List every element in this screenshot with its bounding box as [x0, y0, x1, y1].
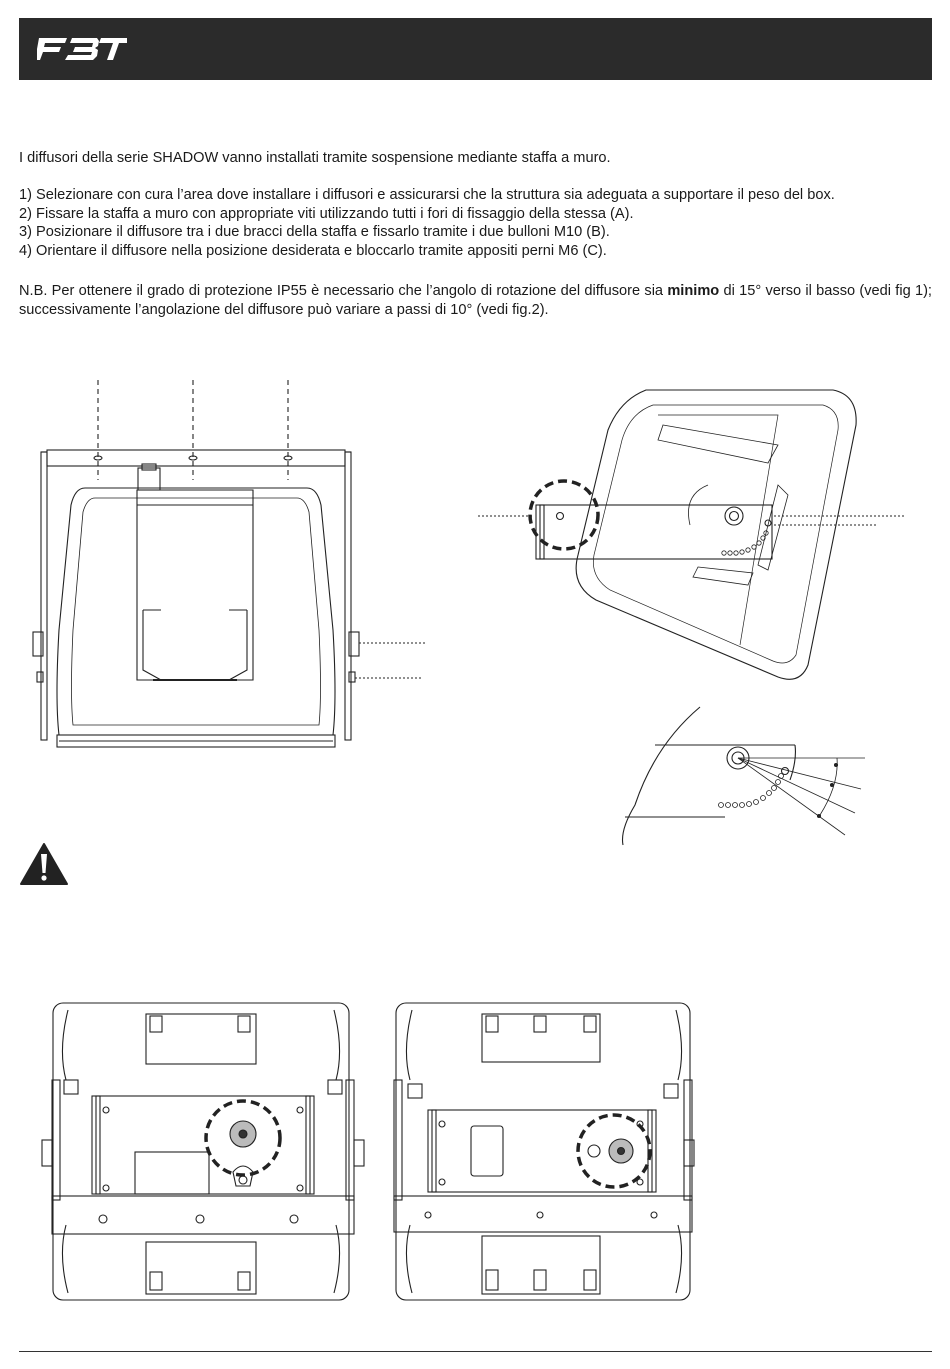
- footer-rule: [19, 1351, 932, 1352]
- angle-detail-drawing: [615, 705, 875, 850]
- protection-note: [19, 282, 932, 319]
- warning-triangle-icon: [19, 842, 69, 886]
- side-view-drawing: [478, 385, 908, 685]
- note-text-end: di 15° verso il basso (vedi fig 1); successivamente l’angolazione del diffusore può variare a passi di 10° (vedi fig.2).: [19, 283, 932, 318]
- step-1: 1) Selezionare con cura l’area dove installare i diffusori e assicurarsi che la struttura sia adeguata a supportare il peso del box.: [19, 187, 835, 203]
- intro-text: I diffusori della serie SHADOW vanno installati tramite sospensione mediante staffa a muro.: [19, 150, 611, 166]
- rear-view-left-drawing: [38, 1000, 368, 1305]
- rear-view-right-drawing: [384, 1000, 704, 1305]
- step-2: 2) Fissare la staffa a muro con appropriate viti utilizzando tutti i fori di fissaggio della stessa (A).: [19, 205, 634, 222]
- step-3: 3) Posizionare il diffusore tra i due bracci della staffa e fissarlo tramite i due bulloni M10 (B).: [19, 224, 610, 240]
- fbt-logo: [37, 36, 127, 62]
- note-emphasis: minimo: [667, 283, 720, 299]
- steps-list: [19, 186, 932, 260]
- step-4: 4) Orientare il diffusore nella posizione desiderata e bloccarlo tramite appositi perni M6 (C).: [19, 242, 607, 259]
- note-text-start: N.B. Per ottenere il grado di protezione IP55 è necessario che l’angolo di rotazione del diffusore sia: [19, 283, 668, 299]
- header-bar: [19, 18, 932, 80]
- front-view-drawing: [25, 380, 445, 760]
